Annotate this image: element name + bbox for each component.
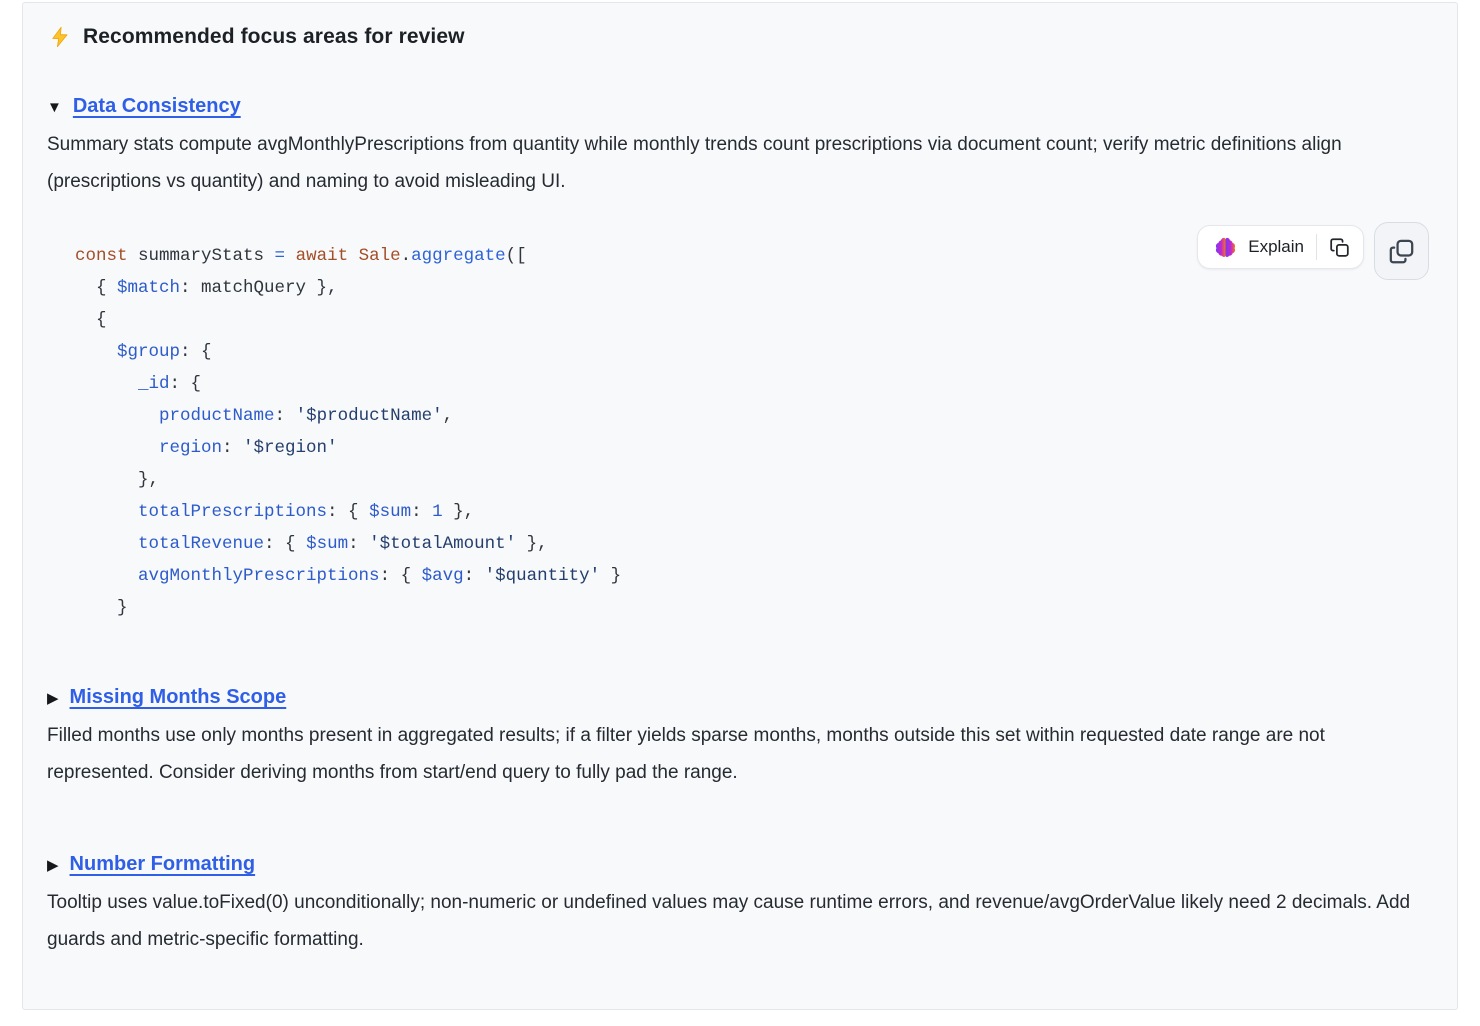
section-missing-months-scope xyxy=(47,686,1431,791)
copy-icon xyxy=(1388,238,1415,265)
panel-header xyxy=(49,25,1431,49)
section-toggle-missing-months-scope[interactable] xyxy=(47,686,1431,709)
section-link-data-consistency[interactable]: Data Consistency xyxy=(72,95,241,117)
focus-areas-panel xyxy=(22,2,1458,1010)
triangle-right-icon[interactable]: ▶ xyxy=(47,857,59,874)
brain-gradient-icon xyxy=(1214,236,1237,259)
pill-divider xyxy=(1316,234,1317,260)
code-block xyxy=(75,240,1431,624)
code-actions xyxy=(1197,225,1429,280)
code-area xyxy=(75,237,1431,624)
section-toggle-data-consistency[interactable] xyxy=(47,95,1431,118)
triangle-right-icon[interactable]: ▶ xyxy=(47,690,59,707)
panel-title: Recommended focus areas for review xyxy=(83,25,465,48)
code-content: const summaryStats = await Sale.aggregate([ { $match: matchQuery }, { $group: { _id: { productName: '$productName', region: '$region' }, totalPrescriptions: { $sum: 1 }, totalRevenue: { $sum: '$totalAmount' }, avgMonthlyPrescriptions: { $avg: '$quantity' } } xyxy=(75,246,622,618)
section-link-number-formatting[interactable]: Number Formatting xyxy=(69,853,256,875)
triangle-down-icon[interactable]: ▼ xyxy=(47,99,62,116)
explain-button[interactable] xyxy=(1197,225,1364,269)
lightning-icon xyxy=(49,26,71,48)
section-summary: Filled months use only months present in aggregated results; if a filter yields sparse months, months outside this set within requested date range are not represented. Consider deriving months from start/end query to fully pad the range. xyxy=(47,725,1325,783)
section-summary: Tooltip uses value.toFixed(0) unconditionally; non-numeric or undefined values may cause runtime errors, and revenue/avgOrderValue likely need 2 decimals. Add guards and metric-specific formatting. xyxy=(47,892,1411,950)
copy-code-inline-button[interactable] xyxy=(1329,237,1350,258)
section-data-consistency xyxy=(47,95,1431,624)
section-summary: Summary stats compute avgMonthlyPrescriptions from quantity while monthly trends count prescriptions via document count; verify metric definitions align (prescriptions vs quantity) and naming to avoid misleading UI. xyxy=(47,134,1342,192)
copy-code-button[interactable] xyxy=(1374,222,1429,280)
section-number-formatting xyxy=(47,853,1431,958)
explain-label: Explain xyxy=(1248,237,1304,256)
section-link-missing-months-scope[interactable]: Missing Months Scope xyxy=(69,686,287,708)
section-toggle-number-formatting[interactable] xyxy=(47,853,1431,876)
